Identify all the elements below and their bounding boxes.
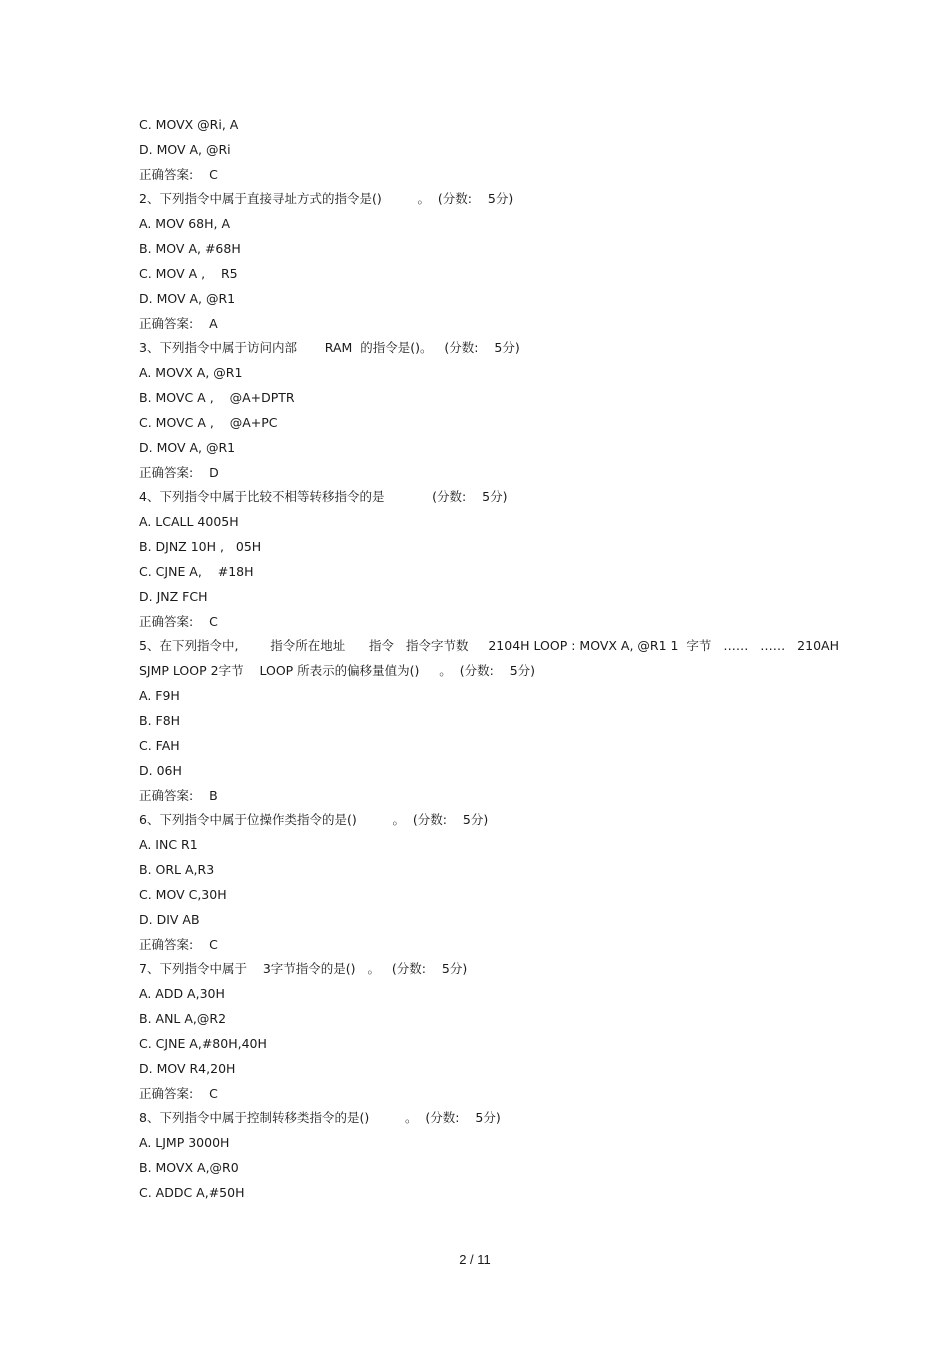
question-text: 6、下列指令中属于位操作类指令的是() 。 (分数: 5分) — [139, 812, 489, 827]
correct-answer: 正确答案: D — [139, 465, 219, 480]
correct-answer: 正确答案: C — [139, 937, 218, 952]
answer-option: A. MOVX A, @R1 — [139, 365, 243, 380]
question-text: 3、下列指令中属于访问内部 RAM 的指令是()。 (分数: 5分) — [139, 340, 520, 355]
answer-option: C. MOVX @Ri, A — [139, 117, 239, 132]
answer-option: C. CJNE A,#80H,40H — [139, 1036, 267, 1051]
answer-option: B. MOVC A , @A+DPTR — [139, 390, 295, 405]
answer-option: D. MOV A, @R1 — [139, 291, 236, 306]
answer-option: A. ADD A,30H — [139, 986, 225, 1001]
correct-answer: 正确答案: C — [139, 1086, 218, 1101]
question-text: 4、下列指令中属于比较不相等转移指令的是 (分数: 5分) — [139, 489, 508, 504]
question-text: 8、下列指令中属于控制转移类指令的是() 。 (分数: 5分) — [139, 1110, 501, 1125]
answer-option: B. ANL A,@R2 — [139, 1011, 227, 1026]
answer-option: C. MOV C,30H — [139, 887, 227, 902]
answer-option: B. MOVX A,@R0 — [139, 1160, 239, 1175]
answer-option: D. 06H — [139, 763, 182, 778]
answer-option: D. JNZ FCH — [139, 589, 208, 604]
answer-option: A. INC R1 — [139, 837, 198, 852]
correct-answer: 正确答案: C — [139, 614, 218, 629]
answer-option: A. MOV 68H, A — [139, 216, 231, 231]
answer-option: B. DJNZ 10H , 05H — [139, 539, 262, 554]
answer-option: A. LCALL 4005H — [139, 514, 239, 529]
page-number: 2 / 11 — [459, 1252, 491, 1267]
question-text: 2、下列指令中属于直接寻址方式的指令是() 。 (分数: 5分) — [139, 191, 514, 206]
answer-option: C. MOVC A , @A+PC — [139, 415, 278, 430]
answer-option: C. CJNE A, #18H — [139, 564, 254, 579]
correct-answer: 正确答案: B — [139, 788, 218, 803]
answer-option: D. MOV A, @Ri — [139, 142, 231, 157]
answer-option: D. MOV R4,20H — [139, 1061, 236, 1076]
answer-option: C. ADDC A,#50H — [139, 1185, 245, 1200]
answer-option: C. FAH — [139, 738, 180, 753]
answer-option: B. ORL A,R3 — [139, 862, 215, 877]
answer-option: D. DIV AB — [139, 912, 200, 927]
correct-answer: 正确答案: C — [139, 167, 218, 182]
question-text-continued: SJMP LOOP 2字节 LOOP 所表示的偏移量值为() 。 (分数: 5分) — [139, 663, 536, 678]
correct-answer: 正确答案: A — [139, 316, 218, 331]
page-body — [139, 117, 839, 1210]
question-text: 7、下列指令中属于 3字节指令的是() 。 (分数: 5分) — [139, 961, 468, 976]
answer-option: B. F8H — [139, 713, 181, 728]
answer-option: C. MOV A , R5 — [139, 266, 238, 281]
answer-option: D. MOV A, @R1 — [139, 440, 236, 455]
answer-option: A. F9H — [139, 688, 180, 703]
answer-option: A. LJMP 3000H — [139, 1135, 230, 1150]
answer-option: B. MOV A, #68H — [139, 241, 241, 256]
question-text: 5、在下列指令中, 指令所在地址 指令 指令字节数 2104H LOOP : MOVX A, @R1 1 字节 …… …… 210AH — [139, 638, 839, 653]
